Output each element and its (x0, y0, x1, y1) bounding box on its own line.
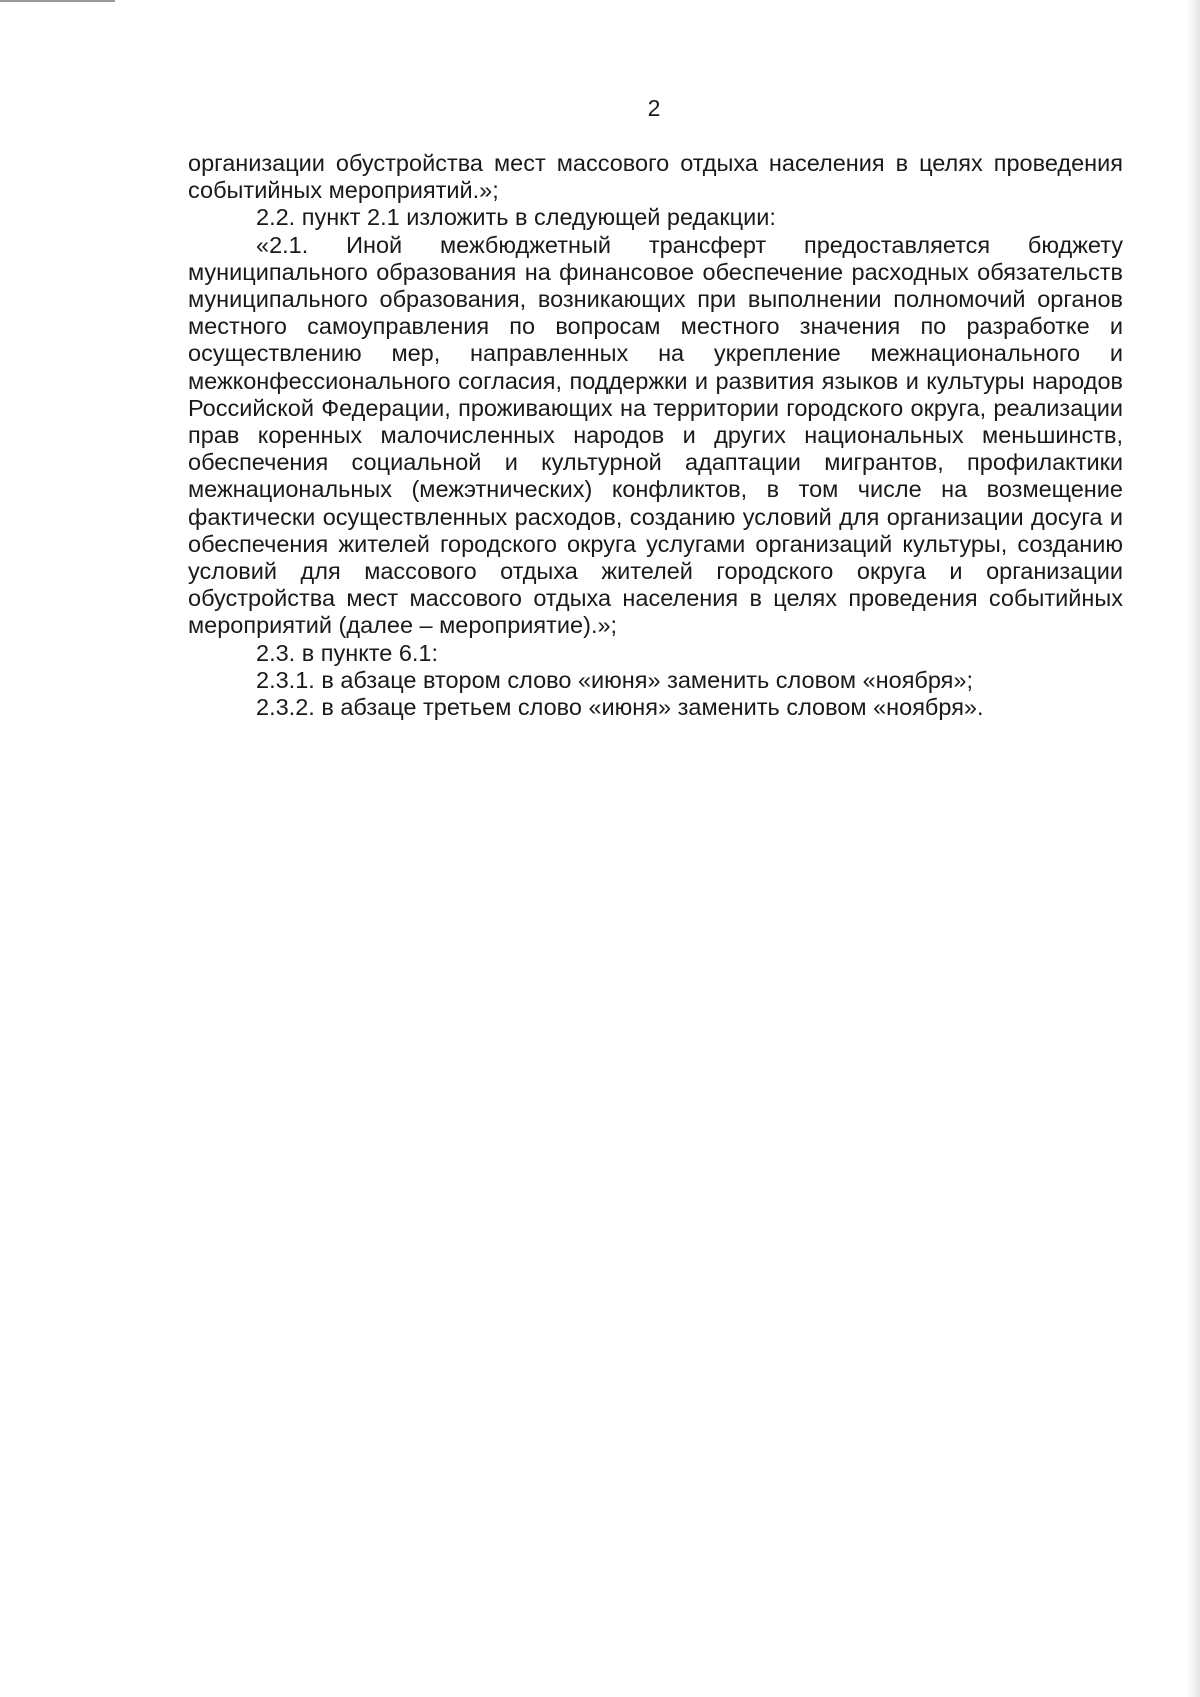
paragraph-item-2-1-text: «2.1. Иной межбюджетный трансферт предоставляется бюджету муниципального образования на финансовое обеспечение расходных обязательств муниципального образования, возникающих при выполнении полномочий органов местного самоуправления по вопросам местного значения по разработке и осуществлению мер, направленных на укрепление межнационального и межконфессионального согласия, поддержки и развития языков и культуры народов Российской Федерации, проживающих на территории городского округа, реализации прав коренных малочисленных народов и других национальных меньшинств, обеспечения социальной и культурной адаптации мигрантов, профилактики межнациональных (межэтнических) конфликтов, в том числе на возмещение фактически осуществленных расходов, созданию условий для организации досуга и обеспечения жителей городского округа услугами организаций культуры, созданию условий для массового отдыха жителей городского округа и организации обустройства мест массового отдыха населения в целях проведения событийных мероприятий (далее – мероприятие).»; (188, 231, 1123, 639)
document-body (188, 150, 1123, 721)
scan-artifact-top-rule (0, 0, 115, 2)
paragraph-item-2-3-2: 2.3.2. в абзаце третьем слово «июня» заменить словом «ноября». (256, 694, 984, 721)
paragraph-item-2-2: 2.2. пункт 2.1 изложить в следующей редакции: (256, 204, 776, 231)
paragraph-item-2-3-1: 2.3.1. в абзаце втором слово «июня» заменить словом «ноября»; (256, 666, 974, 693)
paragraph-continuation: организации обустройства мест массового отдыха населения в целях проведения событийных мероприятий.»; (188, 150, 1123, 204)
paragraph-item-2-3: 2.3. в пункте 6.1: (256, 639, 439, 666)
page-number: 2 (647, 95, 661, 121)
scan-artifact-right-edge (1186, 0, 1200, 1697)
